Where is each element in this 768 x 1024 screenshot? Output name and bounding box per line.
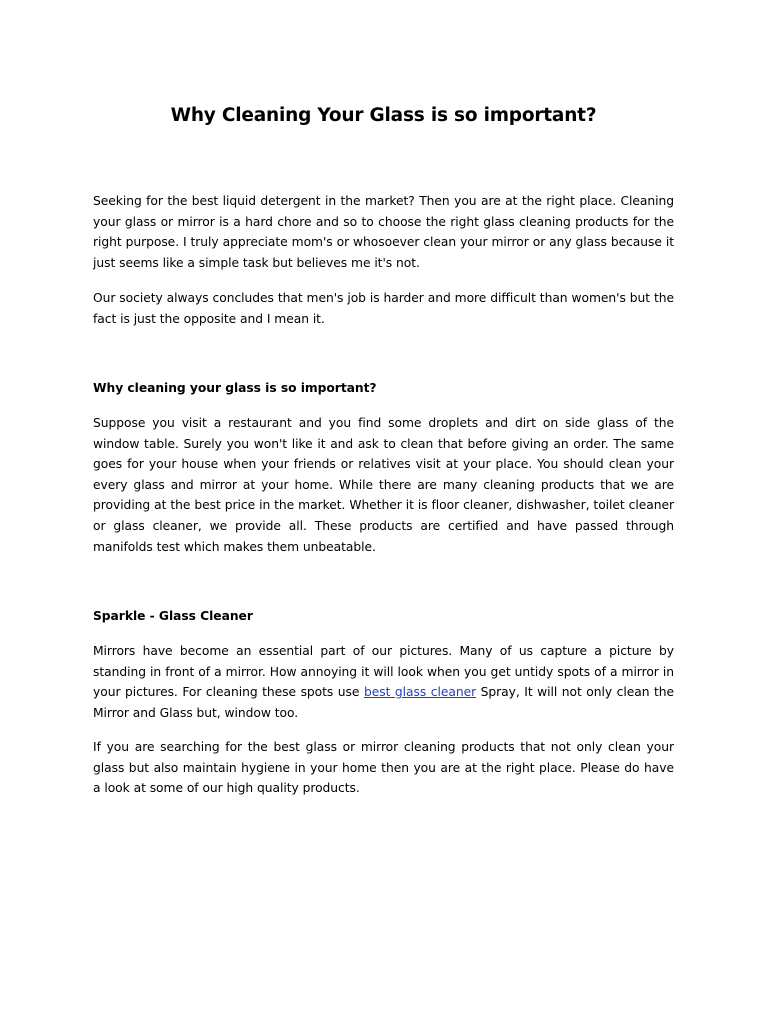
section-heading-why-cleaning: Why cleaning your glass is so important? [93,381,377,395]
section-2-paragraph-1-text-after-link: Spray, It will not only clean the Mirror and Glass but, window too. [93,685,674,720]
section-2-paragraph-1 [93,641,674,723]
intro-paragraph-2: Our society always concludes that men's job is harder and more difficult than women's but the fact is just the opposite and I mean it. [93,291,674,326]
document-title: Why Cleaning Your Glass is so important? [170,105,597,126]
intro-paragraph-1: Seeking for the best liquid detergent in the market? Then you are at the right place. Cleaning your glass or mirror is a hard chore and so to choose the right glass cleaning products for the right purpose. I truly appreciate mom's or whosoever clean your mirror or any glass because it just seems like a simple task but believes me it's not. [93,194,674,270]
section-2-paragraph-2: If you are searching for the best glass or mirror cleaning products that not only clean your glass but also maintain hygiene in your home then you are at the right place. Please do have a look at some of our high quality products. [93,740,674,796]
section-2-paragraph-1-text-before-link: Mirrors have become an essential part of our pictures. Many of us capture a picture by standing in front of a mirror. How annoying it will look when you get untidy spots of a mirror in your pictures. For cleaning these spots use [93,644,674,700]
best-glass-cleaner-link[interactable]: best glass cleaner [363,685,477,700]
section-heading-sparkle: Sparkle - Glass Cleaner [93,609,253,623]
section-1-paragraph: Suppose you visit a restaurant and you find some droplets and dirt on side glass of the window table. Surely you won't like it and ask to clean that before giving an order. The same goes for your house when your friends or relatives visit at your place. You should clean your every glass and mirror at your home. While there are many cleaning products that we are providing at the best price in the market. Whether it is floor cleaner, dishwasher, toilet cleaner or glass cleaner, we provide all. These products are certified and have passed through manifolds test which makes them unbeatable. [93,416,674,554]
